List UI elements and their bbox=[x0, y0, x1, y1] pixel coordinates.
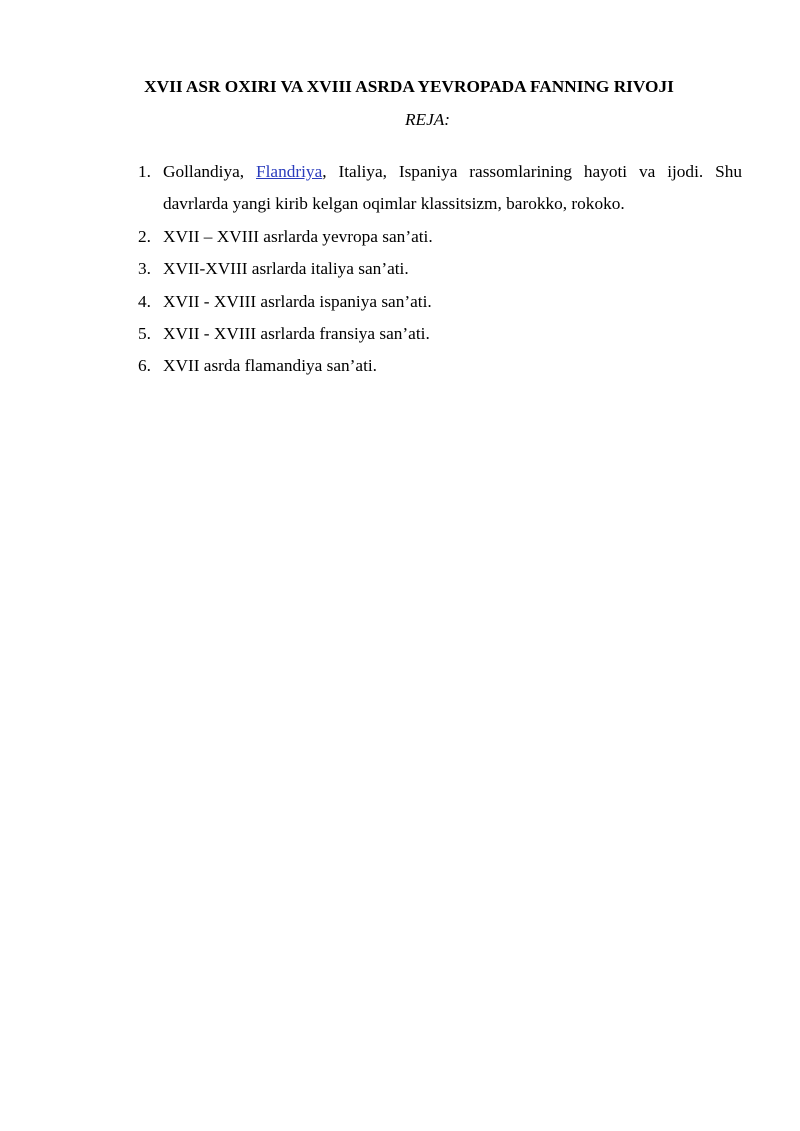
plan-list bbox=[138, 156, 742, 383]
plan-item bbox=[138, 286, 742, 318]
document-title: XVII ASR OXIRI VA XVIII ASRDA YEVROPADA FANNING RIVOJI bbox=[144, 77, 674, 96]
plan-item-text: XVII asrda flamandiya san’ati. bbox=[163, 356, 378, 376]
plan-item bbox=[138, 318, 742, 350]
plan-item-text: XVII - XVIII asrlarda fransiya san’ati. bbox=[163, 324, 430, 344]
plan-item-number: 2. bbox=[138, 226, 151, 246]
plan-item-number: 1. bbox=[138, 162, 151, 181]
plan-item-text: XVII-XVIII asrlarda italiya san’ati. bbox=[163, 259, 409, 279]
plan-item bbox=[138, 221, 742, 253]
plan-item bbox=[138, 350, 742, 382]
plan-heading: REJA: bbox=[404, 110, 451, 129]
plan-item bbox=[138, 253, 742, 285]
plan-item-number: 6. bbox=[138, 356, 151, 376]
plan-item-text: XVII – XVIII asrlarda yevropa san’ati. bbox=[163, 226, 433, 246]
plan-item-text: XVII - XVIII asrlarda ispaniya san’ati. bbox=[163, 291, 432, 311]
plan-item bbox=[138, 156, 742, 221]
plan-item-number: 3. bbox=[138, 259, 151, 279]
flandriya-link[interactable]: Flandriya bbox=[256, 162, 323, 181]
plan-item-number: 5. bbox=[138, 324, 151, 344]
plan-item-text-after: , Italiya, Ispaniya rassomlarining hayoti va ijodi. Shu davrlarda yangi kirib kelgan oqimlar klassitsizm, barokko, rokoko. bbox=[163, 162, 742, 214]
plan-item-number: 4. bbox=[138, 291, 151, 311]
plan-item-text bbox=[163, 156, 742, 221]
plan-item-text-before: Gollandiya, bbox=[163, 162, 257, 181]
